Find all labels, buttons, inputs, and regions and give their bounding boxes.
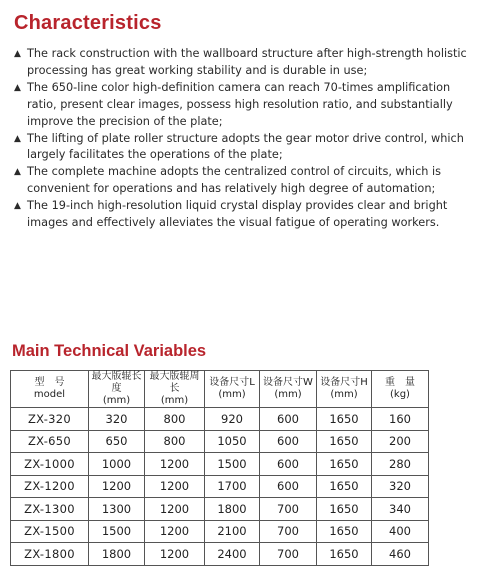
cell-size-w: 600 xyxy=(260,453,317,476)
list-item xyxy=(14,198,482,232)
cell-size-l: 2100 xyxy=(205,520,260,543)
cell-size-h: 1650 xyxy=(317,543,372,566)
cell-weight: 320 xyxy=(372,475,429,498)
table-row xyxy=(11,498,429,521)
cell-weight: 460 xyxy=(372,543,429,566)
cell-max-circumference: 1200 xyxy=(145,520,205,543)
cell-size-h: 1650 xyxy=(317,498,372,521)
header-weight: 重 量 (kg) xyxy=(372,371,429,408)
cell-size-w: 600 xyxy=(260,475,317,498)
cell-max-length: 1800 xyxy=(89,543,145,566)
list-item xyxy=(14,46,482,80)
cell-model: ZX-1300 xyxy=(11,498,89,521)
characteristics-list xyxy=(14,46,482,232)
table-row xyxy=(11,408,429,431)
table-row xyxy=(11,453,429,476)
table-row xyxy=(11,475,429,498)
cell-size-h: 1650 xyxy=(317,408,372,431)
cell-size-h: 1650 xyxy=(317,430,372,453)
cell-max-length: 650 xyxy=(89,430,145,453)
cell-weight: 400 xyxy=(372,520,429,543)
header-size-h: 设备尺寸H (mm) xyxy=(317,371,372,408)
list-item xyxy=(14,131,482,165)
cell-max-length: 1500 xyxy=(89,520,145,543)
cell-size-w: 700 xyxy=(260,498,317,521)
triangle-bullet-icon: ▲ xyxy=(14,133,21,144)
cell-max-circumference: 1200 xyxy=(145,498,205,521)
cell-max-length: 320 xyxy=(89,408,145,431)
list-item xyxy=(14,80,482,131)
list-item-text: The rack construction with the wallboard structure after high-strength holistic processing has great working stability and is durable in use; xyxy=(27,47,467,77)
cell-model: ZX-1200 xyxy=(11,475,89,498)
cell-size-h: 1650 xyxy=(317,475,372,498)
cell-weight: 160 xyxy=(372,408,429,431)
table-row xyxy=(11,543,429,566)
list-item-text: The 650-line color high-definition camera can reach 70-times amplification ratio, present clear images, possess high resolution ratio, and substantially improve the precision of the plate; xyxy=(27,80,453,128)
cell-max-circumference: 800 xyxy=(145,430,205,453)
triangle-bullet-icon: ▲ xyxy=(14,167,21,178)
cell-size-l: 2400 xyxy=(205,543,260,566)
header-max-roller-length: 最大版辊长度 (mm) xyxy=(89,371,145,408)
cell-max-length: 1300 xyxy=(89,498,145,521)
header-size-w: 设备尺寸W (mm) xyxy=(260,371,317,408)
list-item-text: The complete machine adopts the centralized control of circuits, which is convenient for operations and has relatively high degree of automation; xyxy=(27,165,442,196)
cell-max-circumference: 800 xyxy=(145,408,205,431)
cell-max-length: 1200 xyxy=(89,475,145,498)
table-header-row xyxy=(11,371,429,408)
spec-table xyxy=(10,370,429,566)
header-max-roller-circumference: 最大版辊周长 (mm) xyxy=(145,371,205,408)
cell-size-w: 600 xyxy=(260,408,317,431)
table-row xyxy=(11,430,429,453)
triangle-bullet-icon: ▲ xyxy=(14,201,21,212)
list-item xyxy=(14,164,482,198)
cell-weight: 280 xyxy=(372,453,429,476)
cell-model: ZX-1800 xyxy=(11,543,89,566)
cell-max-circumference: 1200 xyxy=(145,543,205,566)
cell-max-circumference: 1200 xyxy=(145,453,205,476)
cell-size-l: 1700 xyxy=(205,475,260,498)
cell-size-w: 700 xyxy=(260,543,317,566)
characteristics-heading: Characteristics xyxy=(14,12,162,34)
cell-model: ZX-1000 xyxy=(11,453,89,476)
cell-max-circumference: 1200 xyxy=(145,475,205,498)
cell-size-w: 700 xyxy=(260,520,317,543)
cell-weight: 340 xyxy=(372,498,429,521)
cell-size-h: 1650 xyxy=(317,453,372,476)
cell-size-l: 1800 xyxy=(205,498,260,521)
cell-max-length: 1000 xyxy=(89,453,145,476)
cell-model: ZX-1500 xyxy=(11,520,89,543)
cell-size-w: 600 xyxy=(260,430,317,453)
table-row xyxy=(11,520,429,543)
technical-variables-heading: Main Technical Variables xyxy=(12,342,207,360)
cell-size-l: 1500 xyxy=(205,453,260,476)
cell-weight: 200 xyxy=(372,430,429,453)
cell-size-l: 1050 xyxy=(205,430,260,453)
list-item-text: The lifting of plate roller structure adopts the gear motor drive control, which largely facilitates the operations of the plate; xyxy=(27,131,464,162)
cell-size-l: 920 xyxy=(205,408,260,431)
cell-model: ZX-650 xyxy=(11,430,89,453)
cell-size-h: 1650 xyxy=(317,520,372,543)
list-item-text: The 19-inch high-resolution liquid crystal display provides clear and bright images and effectively alleviates the visual fatigue of operating workers. xyxy=(27,199,448,230)
triangle-bullet-icon: ▲ xyxy=(14,49,21,59)
triangle-bullet-icon: ▲ xyxy=(14,82,21,93)
header-size-l: 设备尺寸L (mm) xyxy=(205,371,260,408)
header-model: 型 号 model xyxy=(11,371,89,408)
cell-model: ZX-320 xyxy=(11,408,89,431)
